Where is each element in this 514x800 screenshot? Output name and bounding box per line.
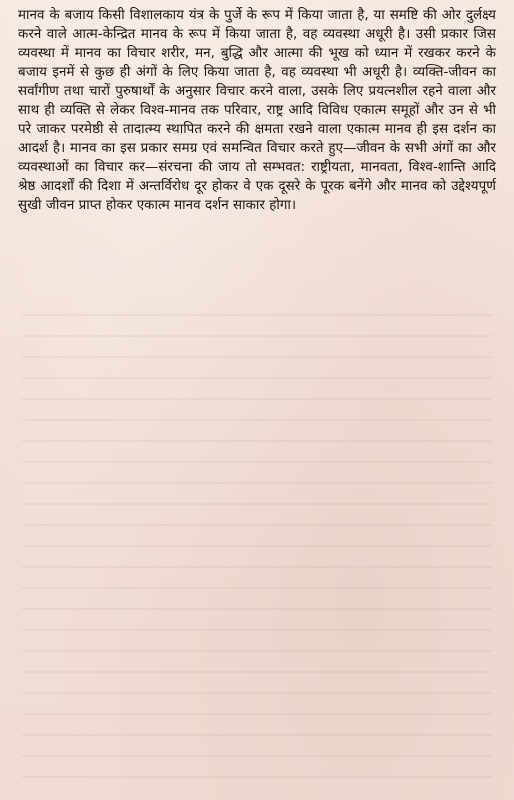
show-through-background xyxy=(22,300,492,785)
body-text xyxy=(18,6,496,215)
paragraph: मानव के बजाय किसी विशालकाय यंत्र के पुर्जे के रूप में किया जाता है, या समष्टि की ओर दुर्लक्ष्य करने वाले आत्म-केन्द्रित मानव के रूप में किया जाता है, वह व्यवस्था अधूरी है। उसी प्रकार जिस व्यवस्था में मानव का विचार शरीर, मन, बुद्धि और आत्मा की भूख को ध्यान में रखकर करने के बजाय इनमें से कुछ ही अंगों के लिए किया जाता है, वह व्यवस्था भी अधूरी है। व्यक्ति-जीवन का सर्वांगीण तथा चारों पुरुषार्थों के अनुसार विचार करने वाला, उसके लिए प्रयत्नशील रहने वाला और साथ ही व्यक्ति से लेकर विश्व-मानव तक परिवार, राष्ट्र आदि विविध एकात्म समूहों और उन से भी परे जाकर परमेष्ठी से तादात्म्य स्थापित करने की क्षमता रखने वाला एकात्म मानव ही इस दर्शन का आदर्श है। मानव का इस प्रकार समग्र एवं समन्वित विचार करते हुए—जीवन के सभी अंगों का और व्यवस्थाओं का विचार कर—संरचना की जाय तो सम्भवत: राष्ट्रीयता, मानवता, विश्व-शान्ति आदि श्रेष्ठ आदर्शों की दिशा में अन्तर्विरोध दूर होकर वे एक दूसरे के पूरक बनेंगे और मानव को उद्देश्यपूर्ण सुखी जीवन प्राप्त होकर एकात्म मानव दर्शन साकार होगा। xyxy=(18,8,496,213)
